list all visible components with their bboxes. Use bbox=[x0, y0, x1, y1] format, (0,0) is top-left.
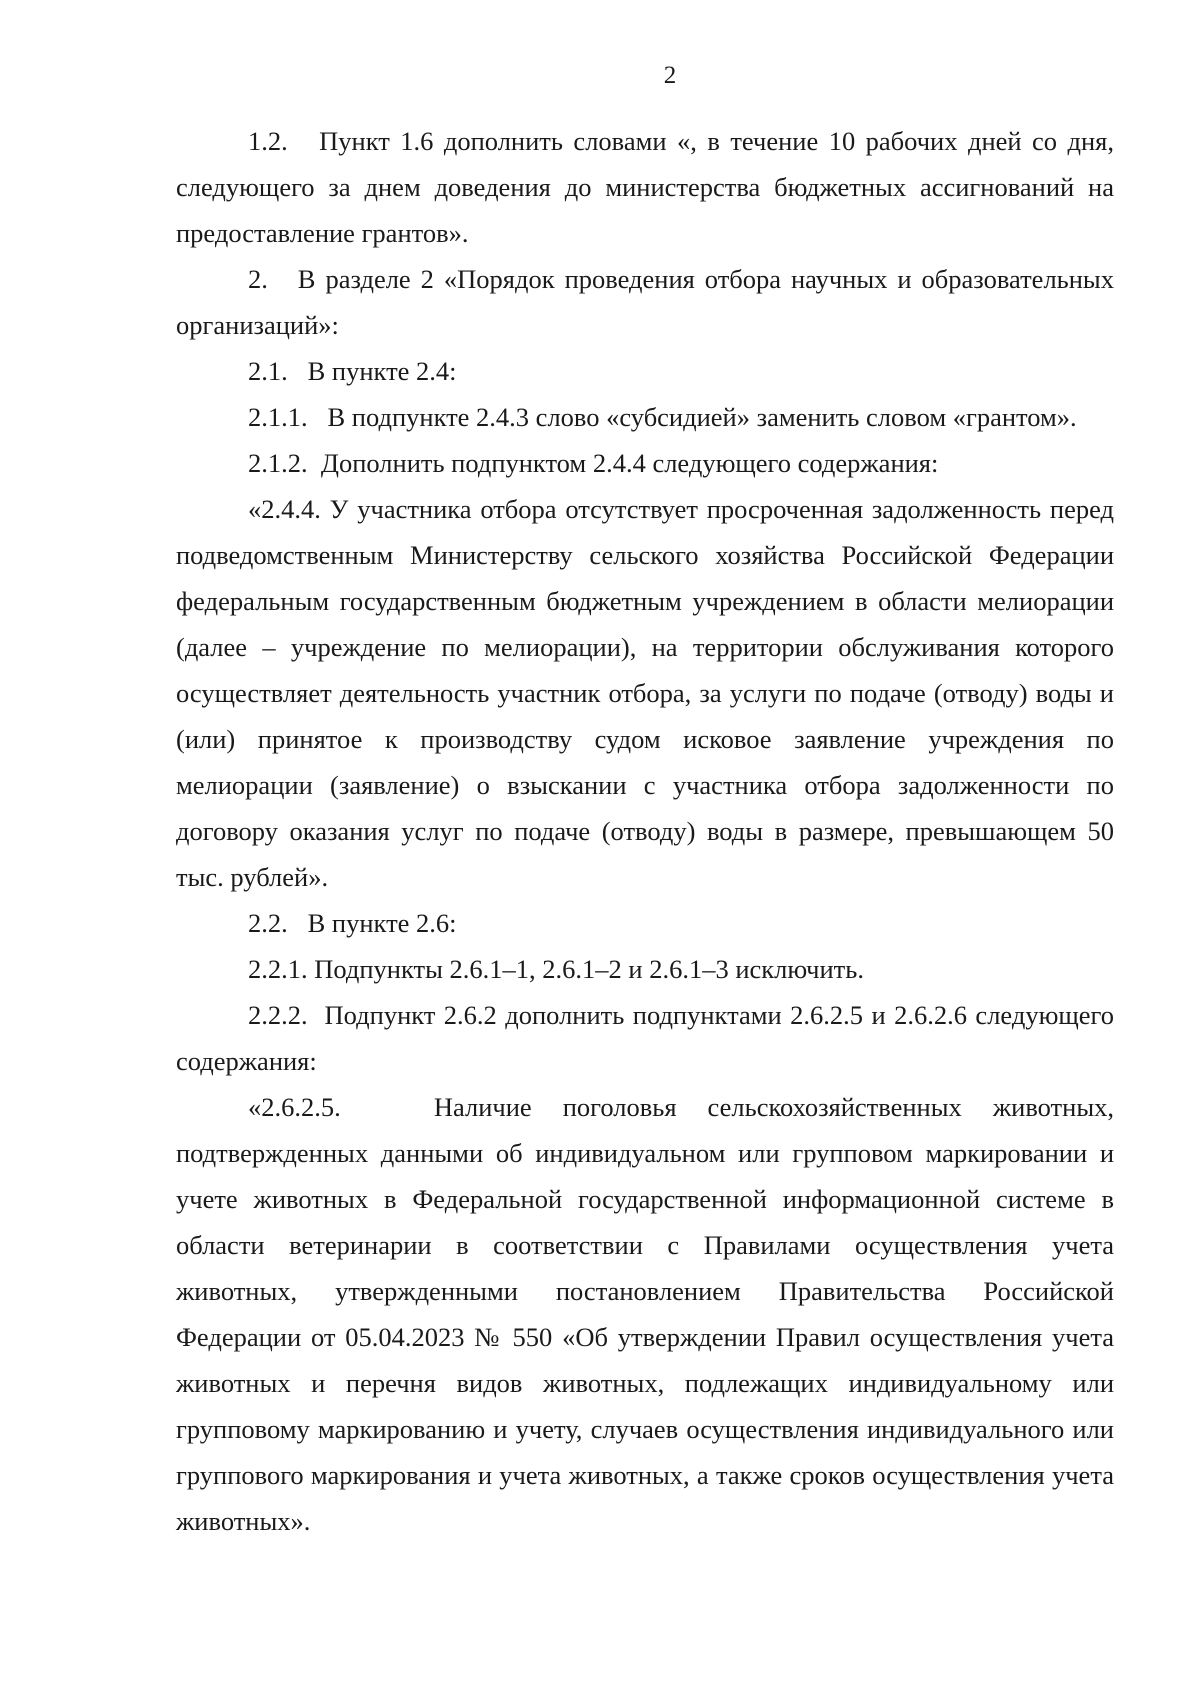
paragraph-2-4-4-quote: «2.4.4. У участника отбора отсутствует просроченная задолженность перед подведомственным Министерству сельского хозяйства Российской Федерации федеральным государственным бюджетным учреждением в области мелиорации (далее – учреждение по мелиорации), на территории обслуживания которого осуществляет деятельность участник отбора, за услуги по подаче (отводу) воды и (или) принятое к производству судом исковое заявление учреждения по мелиорации (заявление) о взыскании с участника отбора задолженности по договору оказания услуг по подаче (отводу) воды в размере, превышающем 50 тыс. рублей». bbox=[176, 494, 1114, 892]
paragraph-2-2-1: 2.2.1. Подпункты 2.6.1–1, 2.6.1–2 и 2.6.1–3 исключить. bbox=[248, 954, 864, 984]
paragraph-2-6-2-5-quote: «2.6.2.5. Наличие поголовья сельскохозяйственных животных, подтвержденных данными об индивидуальном или групповом маркировании и учете животных в Федеральной государственной информационной системе в области ветеринарии в соответствии с Правилами осуществления учета животных, утвержденными постановлением Правительства Российской Федерации от 05.04.2023 № 550 «Об утверждении Правил осуществления учета животных и перечня видов животных, подлежащих индивидуальному или групповому маркированию и учету, случаев осуществления индивидуального или группового маркирования и учета животных, а также сроков осуществления учета животных». bbox=[176, 1092, 1114, 1536]
paragraph-2-2: 2.2. В пункте 2.6: bbox=[248, 908, 457, 938]
paragraph-2-1-2: 2.1.2. Дополнить подпунктом 2.4.4 следующего содержания: bbox=[248, 448, 939, 478]
document-body bbox=[176, 118, 1114, 1544]
paragraph-2-1: 2.1. В пункте 2.4: bbox=[248, 356, 457, 386]
paragraph-2-2-2: 2.2.2. Подпункт 2.6.2 дополнить подпунктами 2.6.2.5 и 2.6.2.6 следующего содержания: bbox=[176, 1000, 1114, 1076]
page-number: 2 bbox=[663, 62, 677, 89]
paragraph-2: 2. В разделе 2 «Порядок проведения отбора научных и образовательных организаций»: bbox=[176, 264, 1114, 340]
paragraph-2-1-1: 2.1.1. В подпункте 2.4.3 слово «субсидией» заменить словом «грантом». bbox=[248, 402, 1077, 432]
paragraph-1-2: 1.2. Пункт 1.6 дополнить словами «, в течение 10 рабочих дней со дня, следующего за днем доведения до министерства бюджетных ассигнований на предоставление грантов». bbox=[176, 126, 1114, 248]
